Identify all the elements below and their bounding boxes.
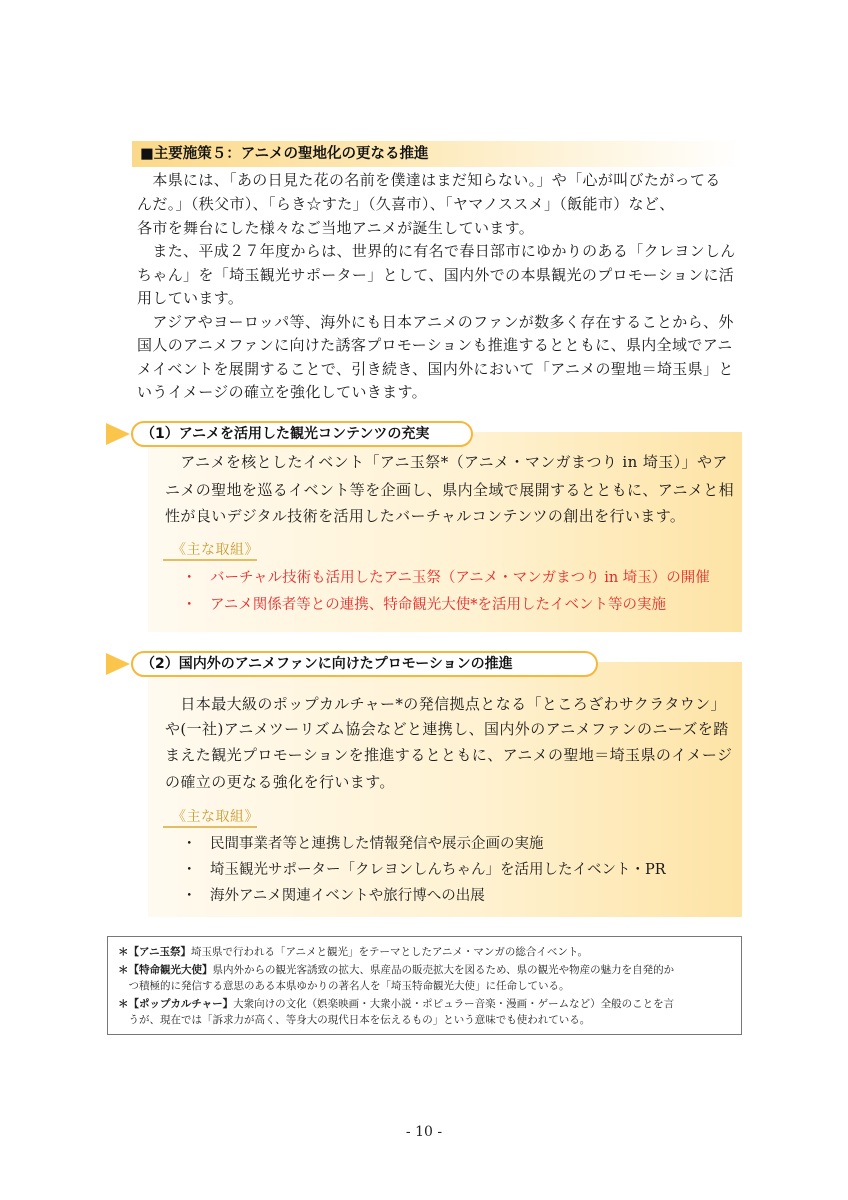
footnote-text: 大衆向けの文化（娯楽映画・大衆小説・ポピュラー音楽・漫画・ゲームなど）全般のことを言 — [233, 998, 675, 1010]
section1-item-text: アニメ関係者等との連携、特命観光大使*を活用したイベント等の実施 — [210, 597, 667, 613]
footnote-term: ＊【ポップカルチャー】 — [118, 998, 234, 1010]
intro-line: 本県には、「あの日見た花の名前を僕達はまだ知らない。」や「心が叫びたがってる — [137, 171, 721, 189]
footnote-text: 県内外からの観光客誘致の拡大、県産品の販売拡大を図るため、県の観光や物産の魅力を自発的か — [212, 964, 675, 976]
page-number: - 10 - — [405, 1124, 443, 1140]
section2-title: （2）国内外のアニメファンに向けたプロモーションの推進 — [141, 656, 513, 672]
footnote-term: ＊【アニ玉祭】 — [118, 946, 191, 958]
section2-item — [182, 860, 666, 880]
intro-line: いうイメージの確立を強化していきます。 — [137, 383, 428, 401]
section2-item-text: 埼玉観光サポーター「クレヨンしんちゃん」を活用したイベント・PR — [210, 862, 666, 878]
section2-item — [182, 834, 544, 854]
section2-item — [182, 886, 485, 906]
footnote-ambassador — [118, 963, 674, 977]
bullet-icon: ・ — [182, 862, 197, 878]
section2-line: や(一社)アニメツーリズム協会などと連携し、国内外のアニメファンのニーズを踏 — [165, 720, 729, 738]
section2-line: まえた観光プロモーションを推進するとともに、アニメの聖地＝埼玉県のイメージ — [165, 746, 733, 764]
footnote-ambassador-cont: つ積極的に発信する意思のある本県ゆかりの著名人を「埼玉特命観光大使」に任命している。 — [118, 980, 570, 992]
footnote-pop-culture-cont: うが、現在では「訴求力が高く、等身大の現代日本を伝えるもの」という意味でも使われている。 — [118, 1014, 591, 1026]
bullet-icon: ・ — [182, 597, 197, 613]
section1-sub-underline — [163, 559, 257, 561]
section1-line: アニメを核としたイベント「アニ玉祭*（アニメ・マンガまつり in 埼玉）」やア — [165, 453, 728, 471]
section1-arrow-icon — [106, 423, 130, 445]
section1-sub-heading: 《主な取組》 — [172, 542, 259, 558]
intro-line: ちゃん」を「埼玉観光サポーター」として、国内外での本県観光のプロモーションに活 — [137, 266, 735, 284]
intro-line: アジアやヨーロッパ等、海外にも日本アニメのファンが数多く存在することから、外 — [137, 313, 734, 331]
section2-line: 日本最大級のポップカルチャー*の発信拠点となる「ところざわサクラタウン」 — [165, 695, 726, 713]
section2-item-text: 民間事業者等と連携した情報発信や展示企画の実施 — [210, 836, 544, 852]
intro-line: また、平成２７年度からは、世界的に有名で春日部市にゆかりのある「クレヨンしん — [137, 242, 736, 260]
intro-line: 各市を舞台にした様々なご当地アニメが誕生しています。 — [137, 219, 535, 237]
section2-sub-underline — [163, 826, 257, 828]
section1-item — [182, 568, 710, 588]
footnote-term: ＊【特命観光大使】 — [118, 964, 213, 976]
footnote-box — [107, 936, 742, 1035]
intro-line: んだ。」（秩父市）、「らき☆すた」（久喜市）、「ヤマノススメ」（飯能市）など、 — [137, 195, 675, 213]
section-header-title: ■主要施策５：アニメの聖地化の更なる推進 — [140, 146, 429, 162]
section1-title: （1）アニメを活用した観光コンテンツの充実 — [141, 426, 430, 442]
bullet-icon: ・ — [182, 836, 197, 852]
intro-line: メイベントを展開することで、引き続き、国内外において「アニメの聖地＝埼玉県」と — [137, 360, 734, 378]
section2-arrow-icon — [106, 653, 130, 675]
footnote-ani-tama — [118, 945, 588, 959]
footnote-pop-culture — [118, 997, 674, 1011]
intro-line: 国人のアニメファンに向けた誘客プロモーションも推進するとともに、県内全域でアニ — [137, 336, 733, 354]
intro-line: 用しています。 — [137, 289, 244, 307]
section1-line: ニメの聖地を巡るイベント等を企画し、県内全域で展開するとともに、アニメと相 — [165, 481, 735, 499]
section2-sub-heading: 《主な取組》 — [172, 809, 259, 825]
section1-line: 性が良いデジタル技術を活用したバーチャルコンテンツの創出を行います。 — [165, 507, 686, 525]
footnote-text: 埼玉県で行われる「アニメと観光」をテーマとしたアニメ・マンガの総合イベント。 — [190, 946, 588, 958]
bullet-icon: ・ — [182, 570, 197, 586]
section2-line: の確立の更なる強化を行います。 — [165, 773, 395, 791]
section1-item — [182, 595, 666, 615]
bullet-icon: ・ — [182, 888, 197, 904]
section2-item-text: 海外アニメ関連イベントや旅行博への出展 — [210, 888, 485, 904]
section1-item-text: バーチャル技術も活用したアニ玉祭（アニメ・マンガまつり in 埼玉）の開催 — [210, 570, 710, 586]
